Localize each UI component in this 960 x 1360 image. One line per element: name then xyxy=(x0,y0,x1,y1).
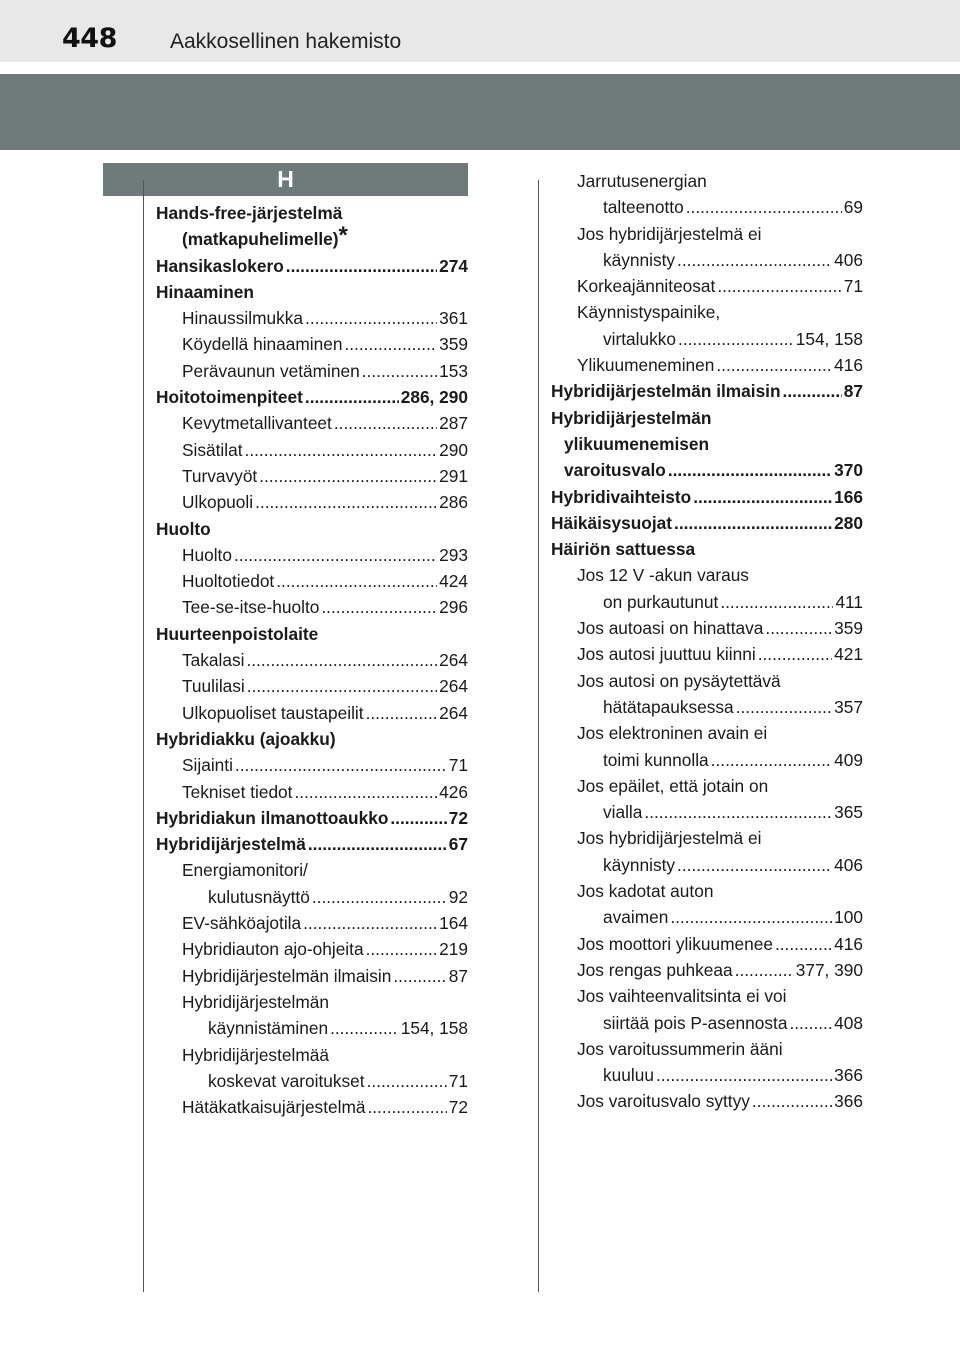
index-subentry: Köydellä hinaaminen ..... 359 xyxy=(156,331,468,357)
index-subentry: Hinaussilmukka ..... 361 xyxy=(156,305,468,331)
index-heading-continued: (matkapuhelimelle)* xyxy=(182,222,348,250)
index-subentry: Huolto ..... 293 xyxy=(156,542,468,568)
index-subentry: toimi kunnolla ..... 409 xyxy=(551,747,863,773)
index-subentry: EV-sähköajotila ..... 164 xyxy=(156,910,468,936)
index-entry: Hoitotoimenpiteet ..... 286, 290 xyxy=(156,384,468,410)
middle-column-rule xyxy=(538,180,539,1292)
index-subentry: Jos hybridijärjestelmä ei xyxy=(577,223,762,244)
index-subentry: Energiamonitori/ xyxy=(182,860,308,881)
index-subentry: Kevytmetallivanteet ..... 287 xyxy=(156,410,468,436)
index-entry: Hansikaslokero ..... 274 xyxy=(156,253,468,279)
index-subentry: Jos vaihteenvalitsinta ei voi xyxy=(577,986,787,1007)
index-subentry: Hybridijärjestelmää xyxy=(182,1044,329,1065)
index-column-left xyxy=(156,200,468,1120)
index-subentry: käynnistäminen ..... 154, 158 xyxy=(156,1015,468,1041)
index-subentry: käynnisty ..... 406 xyxy=(551,852,863,878)
index-subentry: Hybridijärjestelmän xyxy=(182,991,329,1012)
index-subentry: kulutusnäyttö ..... 92 xyxy=(156,884,468,910)
index-heading: Huolto xyxy=(156,518,211,539)
index-heading-continued: ylikuumenemisen xyxy=(564,433,710,454)
index-entry: Hybridiakun ilmanottoaukko ..... 72 xyxy=(156,805,468,831)
header-band xyxy=(0,74,960,150)
index-subentry: on purkautunut ..... 411 xyxy=(551,589,863,615)
index-subentry: Hybridiauton ajo-ohjeita ..... 219 xyxy=(156,936,468,962)
index-subentry: Huoltotiedot ..... 424 xyxy=(156,568,468,594)
index-subentry: Sisätilat ..... 290 xyxy=(156,437,468,463)
index-subentry: Tekniset tiedot ..... 426 xyxy=(156,779,468,805)
index-entry: varoitusvalo ..... 370 xyxy=(551,457,863,483)
index-subentry: Hybridijärjestelmän ilmaisin ..... 87 xyxy=(156,963,468,989)
index-subentry: Jos epäilet, että jotain on xyxy=(577,775,769,796)
index-subentry: Jos kadotat auton xyxy=(577,881,714,902)
index-subentry: Jos 12 V -akun varaus xyxy=(577,565,749,586)
index-subentry: Jos rengas puhkeaa ..... 377, 390 xyxy=(551,957,863,983)
index-subentry: hätätapauksessa ..... 357 xyxy=(551,694,863,720)
index-entry: Häikäisysuojat ..... 280 xyxy=(551,510,863,536)
left-column-rule xyxy=(143,180,144,1292)
index-subentry: Perävaunun vetäminen ..... 153 xyxy=(156,358,468,384)
index-heading: Hands-free-järjestelmä xyxy=(156,203,343,223)
index-subentry: Jos autosi on pysäytettävä xyxy=(577,670,781,691)
index-subentry: avaimen ..... 100 xyxy=(551,904,863,930)
index-subentry: Tuulilasi ..... 264 xyxy=(156,673,468,699)
index-subentry: Jos moottori ylikuumenee ..... 416 xyxy=(551,931,863,957)
index-entry: Hybridijärjestelmän ilmaisin ..... 87 xyxy=(551,378,863,404)
index-subentry: Ulkopuoliset taustapeilit ..... 264 xyxy=(156,700,468,726)
index-subentry: kuuluu ..... 366 xyxy=(551,1062,863,1088)
index-subentry: Jarrutusenergian xyxy=(577,171,707,191)
index-subentry: Jos autosi juuttuu kiinni ..... 421 xyxy=(551,641,863,667)
index-subentry: Jos varoitusvalo syttyy ..... 366 xyxy=(551,1088,863,1114)
page-title: Aakkosellinen hakemisto xyxy=(170,30,402,53)
index-subentry: virtalukko ..... 154, 158 xyxy=(551,326,863,352)
asterisk-mark: * xyxy=(338,222,348,250)
index-column-right xyxy=(551,168,863,1115)
index-subentry: Korkeajänniteosat ..... 71 xyxy=(551,273,863,299)
index-entry: Hybridijärjestelmä ..... 67 xyxy=(156,831,468,857)
index-subentry: Ulkopuoli ..... 286 xyxy=(156,489,468,515)
section-letter-heading: H xyxy=(103,163,468,196)
index-subentry: koskevat varoitukset ..... 71 xyxy=(156,1068,468,1094)
index-subentry: Sijainti ..... 71 xyxy=(156,752,468,778)
index-subentry: Jos elektroninen avain ei xyxy=(577,723,768,744)
index-subentry: käynnisty ..... 406 xyxy=(551,247,863,273)
index-entry: Hybridivaihteisto ..... 166 xyxy=(551,484,863,510)
index-subentry: Käynnistyspainike, xyxy=(577,302,721,323)
index-subentry: Takalasi ..... 264 xyxy=(156,647,468,673)
index-heading: Häiriön sattuessa xyxy=(551,539,696,560)
index-subentry: talteenotto ..... 69 xyxy=(551,194,863,220)
index-subentry: Jos hybridijärjestelmä ei xyxy=(577,828,762,849)
index-subentry: Turvavyöt ..... 291 xyxy=(156,463,468,489)
index-subentry: vialla ..... 365 xyxy=(551,799,863,825)
index-heading: Hinaaminen xyxy=(156,281,254,302)
index-subentry: Jos autoasi on hinattava ..... 359 xyxy=(551,615,863,641)
index-subentry: Jos varoitussummerin ääni xyxy=(577,1038,783,1059)
index-subentry: siirtää pois P-asennosta ..... 408 xyxy=(551,1010,863,1036)
index-heading: Hybridiakku (ajoakku) xyxy=(156,728,336,749)
page-header xyxy=(0,0,960,62)
page-number: 448 xyxy=(62,23,117,54)
index-heading: Hybridijärjestelmän xyxy=(551,407,712,428)
index-subentry: Tee-se-itse-huolto ..... 296 xyxy=(156,594,468,620)
index-subentry: Hätäkatkaisujärjestelmä ..... 72 xyxy=(156,1094,468,1120)
index-subentry: Ylikuumeneminen ..... 416 xyxy=(551,352,863,378)
index-heading: Huurteenpoistolaite xyxy=(156,623,319,644)
